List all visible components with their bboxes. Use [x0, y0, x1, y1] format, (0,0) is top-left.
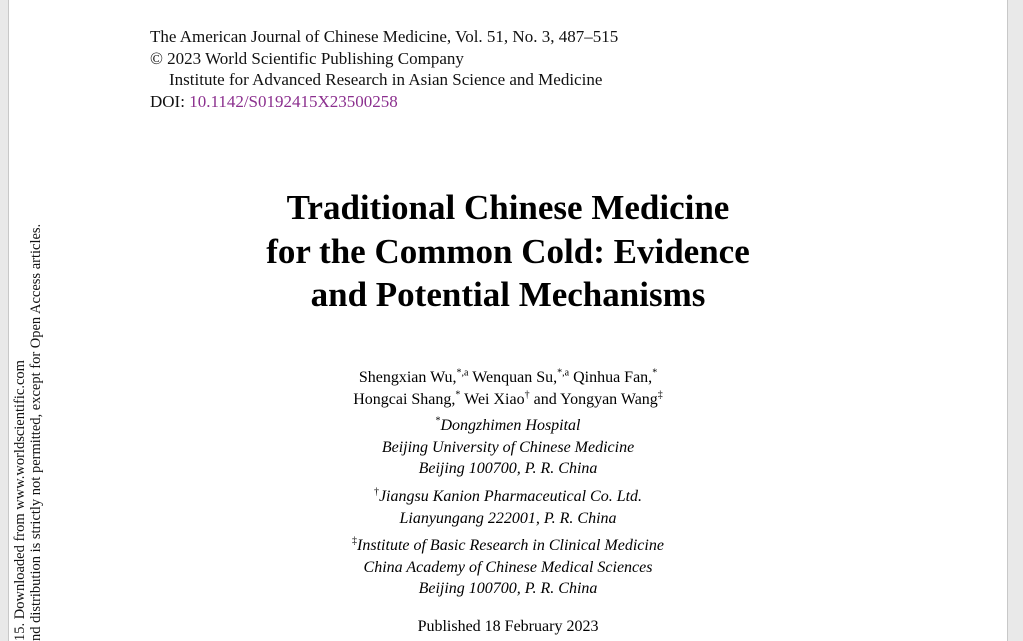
affiliation-line: Beijing 100700, P. R. China [418, 460, 598, 477]
affiliation-line: †Jiangsu Kanion Pharmaceutical Co. Ltd. [373, 486, 643, 505]
author-line-1 [9, 367, 1007, 389]
author-list [9, 367, 1007, 410]
pdf-page [8, 0, 1008, 641]
published-date: Published 18 February 2023 [417, 618, 599, 635]
author-conjunction: and [533, 390, 557, 408]
author-name: Qinhua Fan, [573, 369, 653, 386]
author-mark: * [652, 367, 658, 379]
affiliation-line: China Academy of Chinese Medical Sciences [363, 558, 653, 576]
affiliation-line: *Dongzhimen Hospital [435, 415, 581, 434]
author-name: Wenquan Su, [472, 369, 558, 386]
affiliation-line: Beijing University of Chinese Medicine [381, 438, 635, 456]
journal-header [150, 26, 618, 112]
author-mark: *,a [456, 367, 469, 379]
doi-label: DOI: [150, 91, 185, 111]
copyright-line: © 2023 World Scientific Publishing Company [150, 48, 464, 68]
author-mark: *,a [557, 367, 570, 379]
title-line-2: for the Common Cold: Evidence [266, 231, 750, 271]
affiliation-mark: † [373, 486, 379, 498]
download-watermark [13, 181, 45, 641]
author-mark: ‡ [657, 389, 663, 401]
institute-line: Institute for Advanced Research in Asian Science and Medicine [169, 70, 603, 89]
doi-link[interactable]: 10.1142/S0192415X23500258 [189, 91, 398, 111]
author-name: Wei Xiao [464, 390, 525, 408]
article-title [9, 186, 1007, 317]
journal-citation: The American Journal of Chinese Medicine, Vol. 51, No. 3, 487–515 [150, 27, 619, 46]
author-name: Hongcai Shang, [353, 390, 456, 408]
author-name: Yongyan Wang [560, 390, 658, 408]
title-line-3: and Potential Mechanisms [310, 275, 706, 314]
affiliation-3 [9, 535, 1007, 600]
author-mark: * [455, 389, 461, 401]
affiliation-2 [9, 486, 1007, 529]
watermark-line-1: 15. Downloaded from www.worldscientific.com [12, 360, 28, 641]
doi-line [150, 91, 618, 113]
author-line-2 [9, 389, 1007, 411]
affiliation-mark: ‡ [352, 535, 358, 547]
title-line-1: Traditional Chinese Medicine [286, 188, 730, 227]
affiliation-line: Lianyungang 222001, P. R. China [399, 509, 617, 527]
author-name: Shengxian Wu, [358, 369, 457, 386]
affiliation-line: ‡Institute of Basic Research in Clinical Medicine [352, 535, 664, 554]
affiliation-1 [9, 415, 1007, 480]
author-mark: † [524, 389, 530, 401]
affiliation-line: Beijing 100700, P. R. China [418, 580, 598, 597]
watermark-line-2: nd distribution is strictly not permitted, except for Open Access articles. [27, 223, 44, 641]
affiliation-mark: * [435, 415, 441, 427]
